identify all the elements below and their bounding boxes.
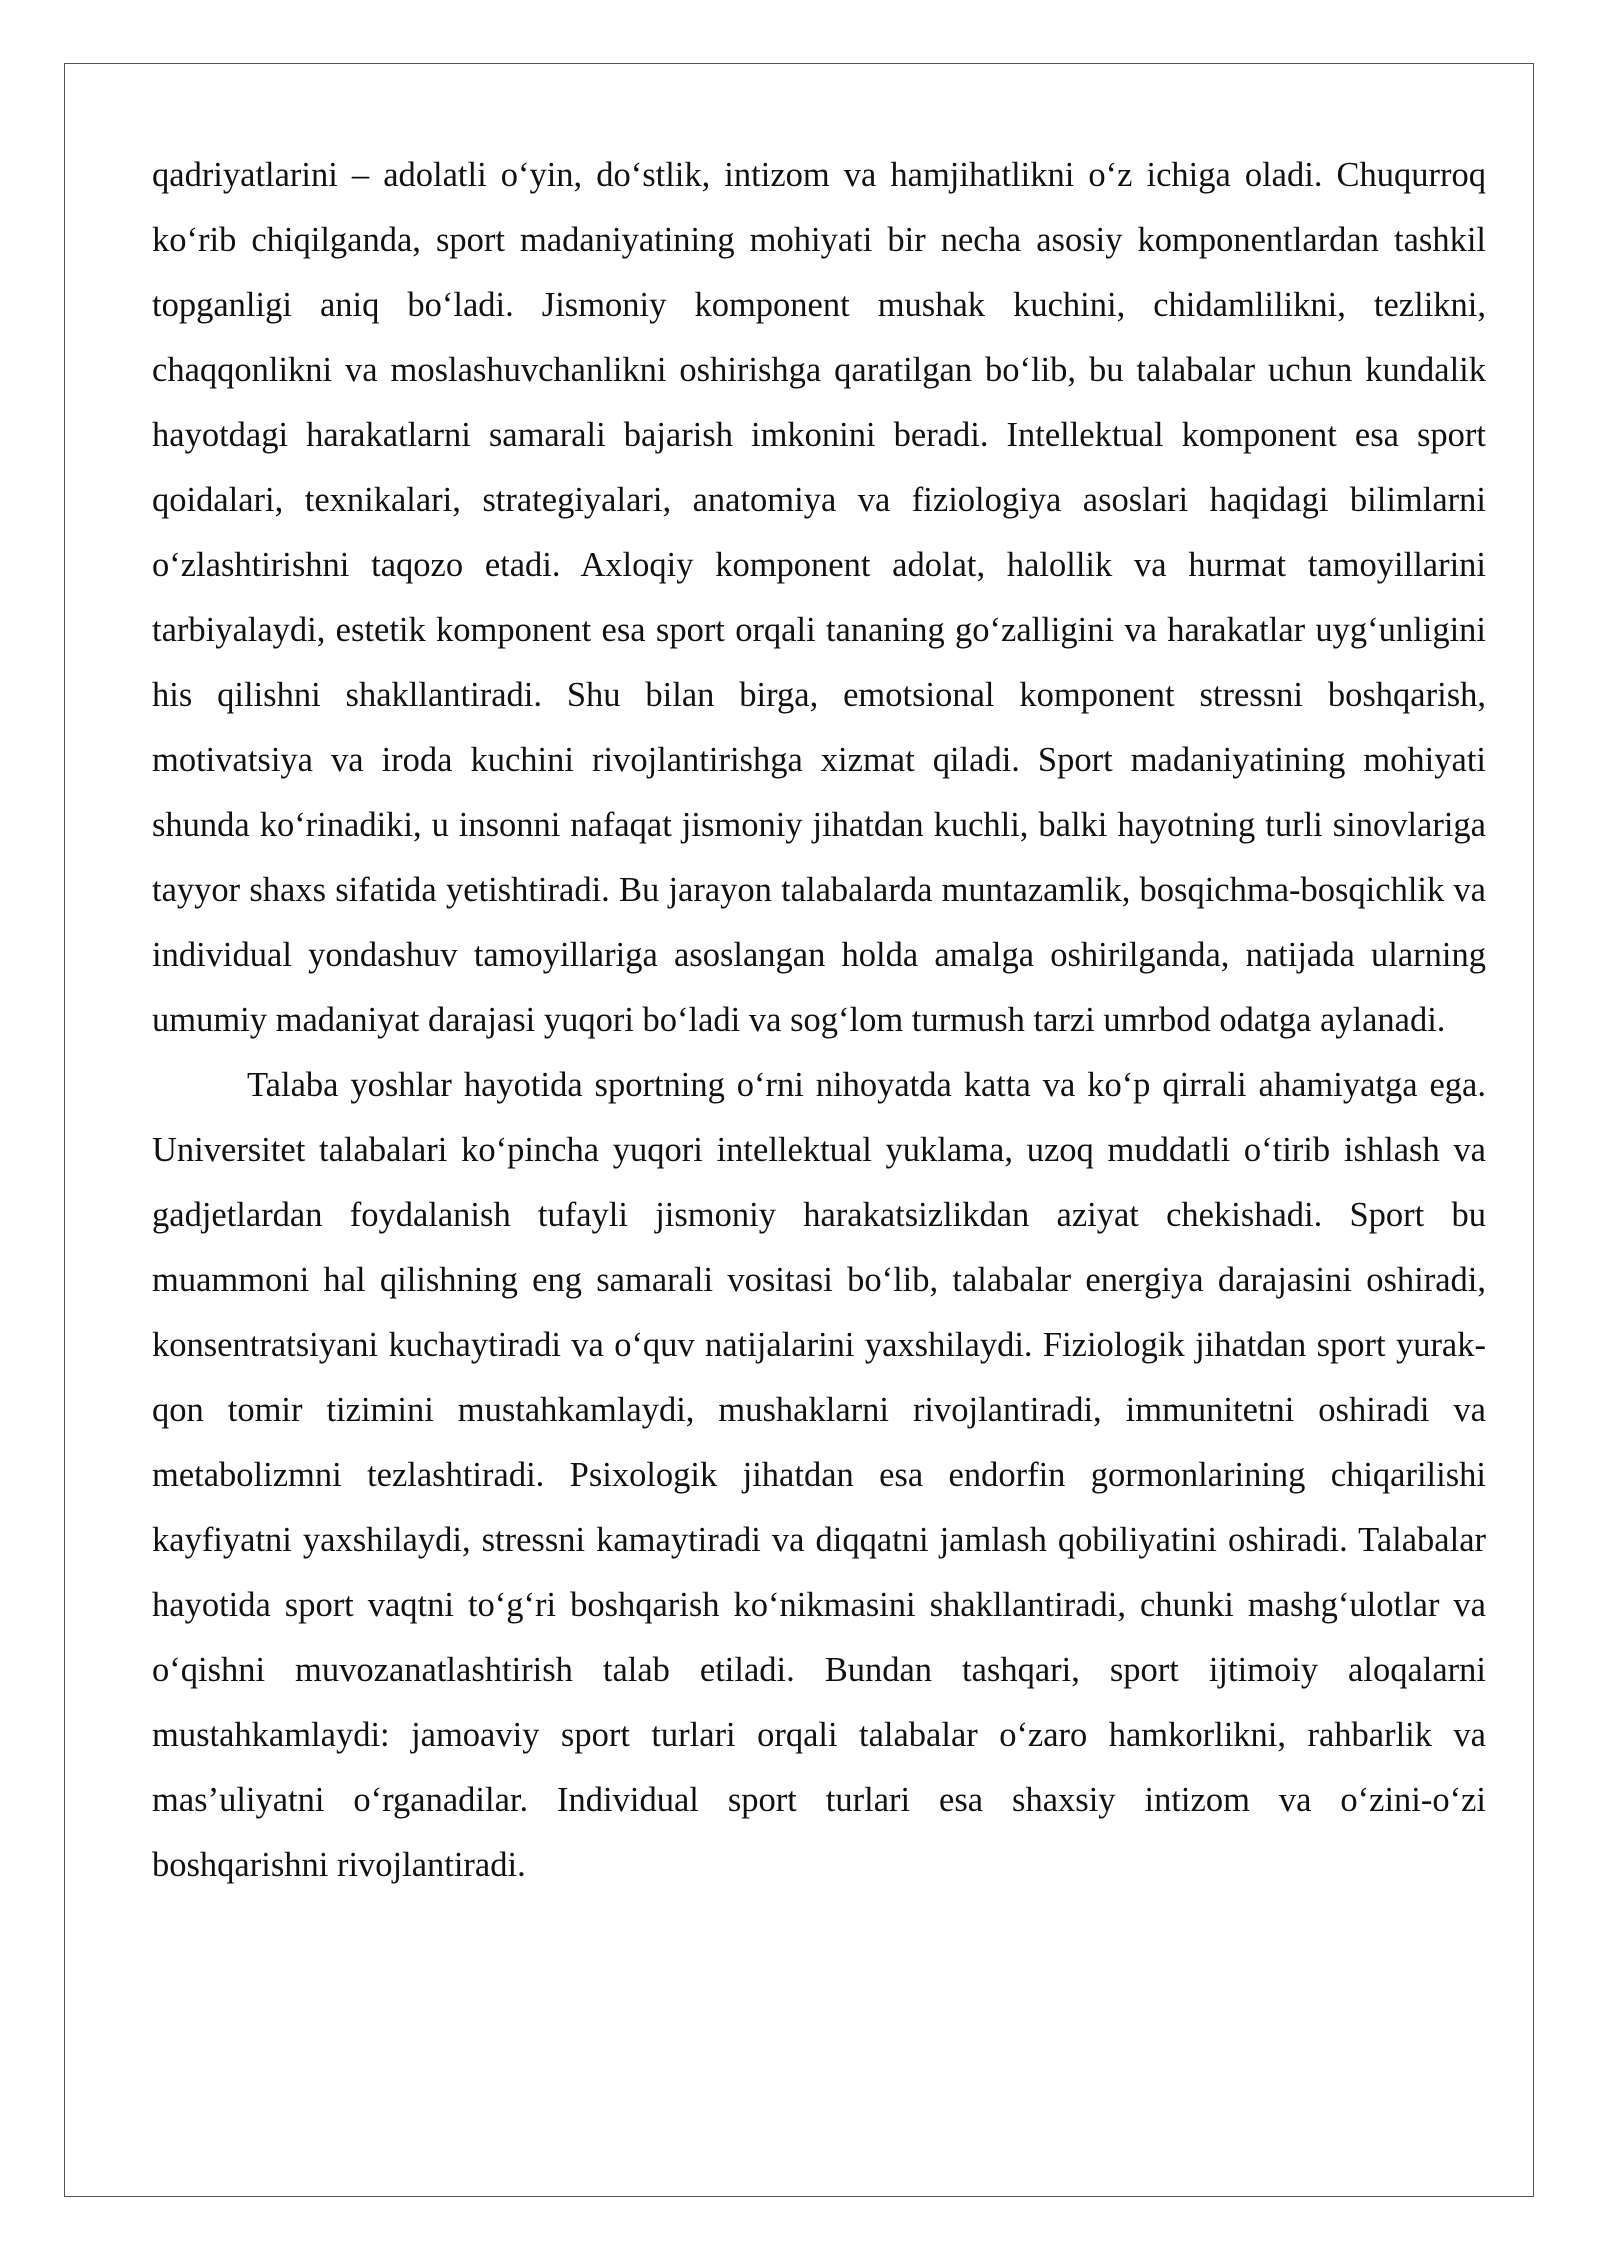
- paragraph-sport-culture-components: qadriyatlarini – adolatli o‘yin, do‘stlik, intizom va hamjihatlikni o‘z ichiga oladi. Chuqurroq ko‘rib chiqilganda, sport madaniyatining mohiyati bir necha asosiy komponentlardan tashkil topganligi aniq bo‘ladi. Jismoniy komponent mushak kuchini, chidamlilikni, tezlikni, chaqqonlikni va moslashuvchanlikni oshirishga qaratilgan bo‘lib, bu talabalar uchun kundalik hayotdagi harakatlarni samarali bajarish imkonini beradi. Intellektual komponent esa sport qoidalari, texnikalari, strategiyalari, anatomiya va fiziologiya asoslari haqidagi bilimlarni o‘zlashtirishni taqozo etadi. Axloqiy komponent adolat, halollik va hurmat tamoyillarini tarbiyalaydi, estetik komponent esa sport orqali tananing go‘zalligini va harakatlar uyg‘unligini his qilishni shakllantiradi. Shu bilan birga, emotsional komponent stressni boshqarish, motivatsiya va iroda kuchini rivojlantirishga xizmat qiladi. Sport madaniyatining mohiyati shunda ko‘rinadiki, u insonni nafaqat jismoniy jihatdan kuchli, balki hayotning turli sinovlariga tayyor shaxs sifatida yetishtiradi. Bu jarayon talabalarda muntazamlik, bosqichma-bosqichlik va individual yondashuv tamoyillariga asoslangan holda amalga oshirilganda, natijada ularning umumiy madaniyat darajasi yuqori bo‘ladi va sog‘lom turmush tarzi umrbod odatga aylanadi.: [152, 156, 1486, 1039]
- paragraph-sport-in-student-life: Talaba yoshlar hayotida sportning o‘rni nihoyatda katta va ko‘p qirrali ahamiyatga ega. Universitet talabalari ko‘pincha yuqori intellektual yuklama, uzoq muddatli o‘tirib ishlash va gadjetlardan foydalanish tufayli jismoniy harakatsizlikdan aziyat chekishadi. Sport bu muammoni hal qilishning eng samarali vositasi bo‘lib, talabalar energiya darajasini oshiradi, konsentratsiyani kuchaytiradi va o‘quv natijalarini yaxshilaydi. Fiziologik jihatdan sport yurak-qon tomir tizimini mustahkamlaydi, mushaklarni rivojlantiradi, immunitetni oshiradi va metabolizmni tezlashtiradi. Psixologik jihatdan esa endorfin gormonlarining chiqarilishi kayfiyatni yaxshilaydi, stressni kamaytiradi va diqqatni jamlash qobiliyatini oshiradi. Talabalar hayotida sport vaqtni to‘g‘ri boshqarish ko‘nikmasini shakllantiradi, chunki mashg‘ulotlar va o‘qishni muvozanatlashtirish talab etiladi. Bundan tashqari, sport ijtimoiy aloqalarni mustahkamlaydi: jamoaviy sport turlari orqali talabalar o‘zaro hamkorlikni, rahbarlik va mas’uliyatni o‘rganadilar. Individual sport turlari esa shaxsiy intizom va o‘zini-o‘zi boshqarishni rivojlantiradi.: [152, 1066, 1486, 1884]
- document-body: [152, 143, 1486, 1898]
